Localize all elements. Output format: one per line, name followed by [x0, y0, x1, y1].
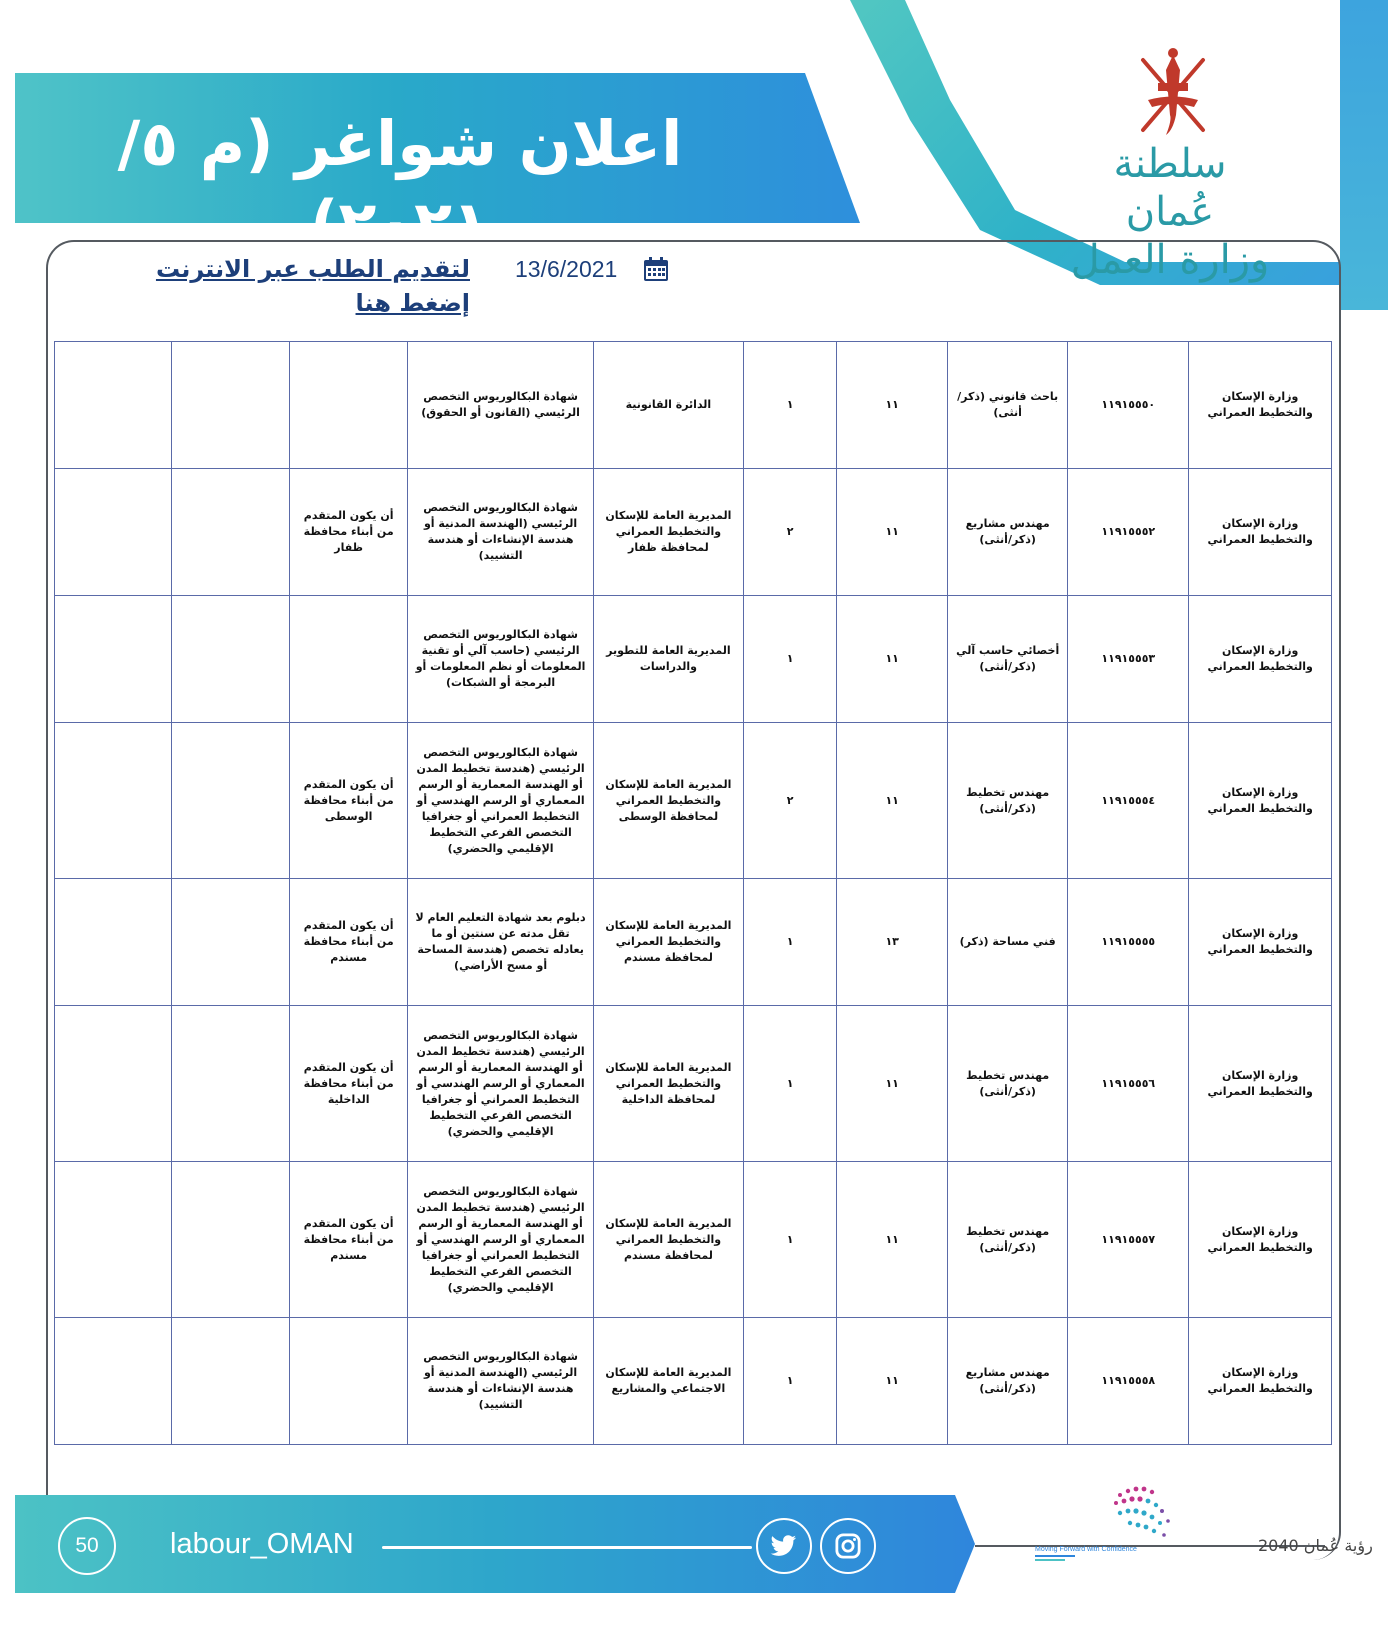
page-title: اعلان شواغر (م ٥/ ٢٠٢١) — [117, 107, 683, 260]
cell-condition: أن يكون المتقدم من أبناء محافظة الوسطى — [290, 723, 408, 879]
table-row — [55, 723, 1332, 879]
table-row — [55, 879, 1332, 1006]
cell-title: مهندس مشاريع (ذكر/أنثى) — [948, 469, 1068, 596]
cell-entity: وزارة الإسكان والتخطيط العمراني — [1189, 1006, 1332, 1162]
cell-qualification: شهادة البكالوريوس التخصص الرئيسي (الهندسة المدنية أو هندسة الإنشاءات أو هندسة التشييد) — [408, 469, 594, 596]
cell-grade: ١١ — [837, 1006, 948, 1162]
cell-title: باحث قانوني (ذكر/أنثى) — [948, 342, 1068, 469]
cell-extra2 — [55, 1162, 172, 1318]
cell-extra2 — [55, 342, 172, 469]
cell-extra1 — [172, 469, 290, 596]
cell-unit: المديرية العامة للإسكان والتخطيط العمراني لمحافظة الوسطى — [593, 723, 743, 879]
cell-extra2 — [55, 879, 172, 1006]
cell-condition — [290, 1318, 408, 1445]
table-row — [55, 469, 1332, 596]
cell-title: أخصائي حاسب آلي (ذكر/أنثى) — [948, 596, 1068, 723]
ministry-line-1: سلطنة عُمان — [1113, 141, 1227, 235]
cell-code: ١١٩١٥٥٥٠ — [1068, 342, 1189, 469]
cell-extra2 — [55, 1006, 172, 1162]
cell-condition — [290, 596, 408, 723]
cell-qualification: شهادة البكالوريوس التخصص الرئيسي (حاسب آلي أو تقنية المعلومات أو نظم المعلومات أو البرمجة أو الشبكات) — [408, 596, 594, 723]
cell-title: فني مساحة (ذكر) — [948, 879, 1068, 1006]
apply-online-link[interactable]: لتقديم الطلب عبر الانترنت إضغط هنا — [155, 255, 470, 317]
cell-grade: ١٣ — [837, 879, 948, 1006]
page-number: 50 — [58, 1517, 116, 1575]
cell-extra1 — [172, 342, 290, 469]
cell-unit: المديرية العامة للتطوير والدراسات — [593, 596, 743, 723]
table-row — [55, 596, 1332, 723]
cell-count: ١ — [743, 596, 836, 723]
twitter-icon[interactable] — [756, 1518, 812, 1574]
cell-grade: ١١ — [837, 469, 948, 596]
cell-entity: وزارة الإسكان والتخطيط العمراني — [1189, 469, 1332, 596]
oman-emblem-icon — [1128, 45, 1218, 145]
cell-grade: ١١ — [837, 596, 948, 723]
cell-qualification: شهادة البكالوريوس التخصص الرئيسي (هندسة تخطيط المدن أو الهندسة المعمارية أو الرسم المعماري أو الرسم الهندسي أو التخطيط العمراني أو جغرافيا التخصص الفرعي التخطيط الإقليمي والحضري) — [408, 723, 594, 879]
cell-extra1 — [172, 1318, 290, 1445]
cell-entity: وزارة الإسكان والتخطيط العمراني — [1189, 1318, 1332, 1445]
cell-unit: المديرية العامة للإسكان والتخطيط العمراني لمحافظة مسندم — [593, 879, 743, 1006]
ministry-line-2: وزارة العمل — [1070, 237, 1270, 283]
cell-code: ١١٩١٥٥٥٦ — [1068, 1006, 1189, 1162]
cell-unit: المديرية العامة للإسكان والتخطيط العمراني لمحافظة ظفار — [593, 469, 743, 596]
table-row — [55, 1162, 1332, 1318]
cell-entity: وزارة الإسكان والتخطيط العمراني — [1189, 723, 1332, 879]
cell-qualification: شهادة البكالوريوس التخصص الرئيسي (الهندسة المدنية أو هندسة الإنشاءات أو هندسة التشييد) — [408, 1318, 594, 1445]
cell-condition — [290, 342, 408, 469]
cell-code: ١١٩١٥٥٥٧ — [1068, 1162, 1189, 1318]
cell-grade: ١١ — [837, 723, 948, 879]
cell-extra1 — [172, 723, 290, 879]
cell-condition: أن يكون المتقدم من أبناء محافظة مسندم — [290, 879, 408, 1006]
cell-grade: ١١ — [837, 342, 948, 469]
table-row — [55, 342, 1332, 469]
cell-title: مهندس مشاريع (ذكر/أنثى) — [948, 1318, 1068, 1445]
cell-qualification: شهادة البكالوريوس التخصص الرئيسي (هندسة تخطيط المدن أو الهندسة المعمارية أو الرسم المعماري أو الرسم الهندسي أو التخطيط العمراني أو جغرافيا التخصص الفرعي التخطيط الإقليمي والحضري) — [408, 1162, 594, 1318]
social-handle[interactable]: labour_OMAN — [170, 1528, 354, 1560]
cell-count: ١ — [743, 1162, 836, 1318]
moving-forward-logo-icon — [1035, 1541, 1137, 1565]
cell-code: ١١٩١٥٥٥٨ — [1068, 1318, 1189, 1445]
cell-unit: الدائرة القانونية — [593, 342, 743, 469]
cell-extra1 — [172, 1162, 290, 1318]
calendar-icon — [643, 256, 669, 282]
cell-extra2 — [55, 469, 172, 596]
cell-grade: ١١ — [837, 1162, 948, 1318]
vision-text: رؤية عُمان 2040 — [1258, 1536, 1373, 1555]
cell-unit: المديرية العامة للإسكان والتخطيط العمراني لمحافظة الداخلية — [593, 1006, 743, 1162]
cell-title: مهندس تخطيط (ذكر/أنثى) — [948, 1162, 1068, 1318]
cell-code: ١١٩١٥٥٥٤ — [1068, 723, 1189, 879]
cell-qualification: شهادة البكالوريوس التخصص الرئيسي (القانون أو الحقوق) — [408, 342, 594, 469]
announcement-date: 13/6/2021 — [515, 256, 618, 282]
cell-code: ١١٩١٥٥٥٢ — [1068, 469, 1189, 596]
cell-condition: أن يكون المتقدم من أبناء محافظة مسندم — [290, 1162, 408, 1318]
cell-count: ١ — [743, 1318, 836, 1445]
cell-count: ٢ — [743, 469, 836, 596]
cell-entity: وزارة الإسكان والتخطيط العمراني — [1189, 342, 1332, 469]
cell-title: مهندس تخطيط (ذكر/أنثى) — [948, 723, 1068, 879]
cell-condition: أن يكون المتقدم من أبناء محافظة ظفار — [290, 469, 408, 596]
cell-count: ١ — [743, 342, 836, 469]
vacancies-table — [54, 341, 1332, 1445]
table-row — [55, 1318, 1332, 1445]
table-row — [55, 1006, 1332, 1162]
cell-unit: المديرية العامة للإسكان والتخطيط العمراني لمحافظة مسندم — [593, 1162, 743, 1318]
vision-subtitle: Moving Forward with Confidence — [1035, 1546, 1137, 1553]
cell-title: مهندس تخطيط (ذكر/أنثى) — [948, 1006, 1068, 1162]
cell-count: ٢ — [743, 723, 836, 879]
cell-entity: وزارة الإسكان والتخطيط العمراني — [1189, 1162, 1332, 1318]
cell-qualification: دبلوم بعد شهادة التعليم العام لا تقل مدته عن سنتين أو ما يعادله تخصص (هندسة المساحة أو مسح الأراضي) — [408, 879, 594, 1006]
cell-grade: ١١ — [837, 1318, 948, 1445]
footer-divider — [382, 1546, 752, 1549]
cell-entity: وزارة الإسكان والتخطيط العمراني — [1189, 596, 1332, 723]
cell-code: ١١٩١٥٥٥٥ — [1068, 879, 1189, 1006]
cell-extra2 — [55, 723, 172, 879]
instagram-icon[interactable] — [820, 1518, 876, 1574]
cell-count: ١ — [743, 1006, 836, 1162]
cell-count: ١ — [743, 879, 836, 1006]
cell-extra1 — [172, 596, 290, 723]
cell-condition: أن يكون المتقدم من أبناء محافظة الداخلية — [290, 1006, 408, 1162]
corner-decoration-edge — [1340, 0, 1388, 310]
cell-extra1 — [172, 1006, 290, 1162]
cell-entity: وزارة الإسكان والتخطيط العمراني — [1189, 879, 1332, 1006]
cell-extra1 — [172, 879, 290, 1006]
cell-extra2 — [55, 1318, 172, 1445]
cell-qualification: شهادة البكالوريوس التخصص الرئيسي (هندسة تخطيط المدن أو الهندسة المعمارية أو الرسم المعماري أو الرسم الهندسي أو التخطيط العمراني أو جغرافيا التخصص الفرعي التخطيط الإقليمي والحضري) — [408, 1006, 594, 1162]
cell-extra2 — [55, 596, 172, 723]
cell-unit: المديرية العامة للإسكان الاجتماعي والمشاريع — [593, 1318, 743, 1445]
cell-code: ١١٩١٥٥٥٣ — [1068, 596, 1189, 723]
